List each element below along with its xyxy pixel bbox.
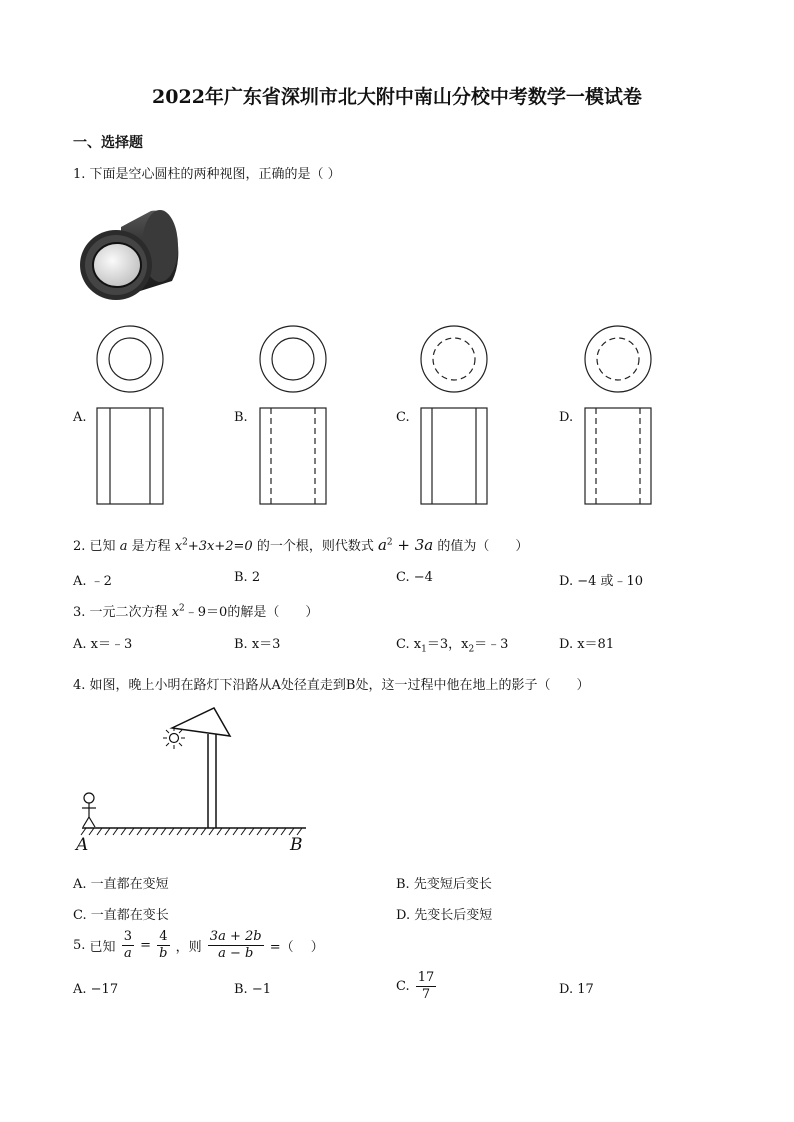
question-number: 1.	[73, 167, 86, 182]
q2-eq-rest: +3x+2=0	[187, 539, 253, 554]
q2-option-a[interactable]: A. ﹣2	[73, 574, 112, 589]
q2-option-d[interactable]: D. −4 或﹣10	[559, 574, 644, 589]
q2-var-a: a	[119, 539, 128, 554]
fraction-17-over-7	[416, 970, 437, 1003]
q2-text-end: 的值为（ ）	[437, 539, 529, 554]
fraction-denominator: 7	[421, 987, 431, 1002]
q2-expr-sup: 2	[386, 537, 393, 548]
question-5	[73, 929, 324, 962]
q2-text-mid: 的一个根，则代数式	[256, 539, 374, 554]
option-b-views	[257, 328, 329, 508]
q2-option-c[interactable]: C. −4	[396, 570, 433, 585]
section-heading: 一、选择题	[73, 135, 143, 151]
q5-text-mid: ，则	[175, 940, 202, 955]
fraction-denominator: a − b	[218, 946, 254, 961]
fraction-numerator: 3	[123, 929, 132, 944]
option-d-label[interactable]: D.	[559, 410, 574, 425]
q5-option-a[interactable]: A. −17	[73, 982, 119, 997]
q5-text-end: =（ ）	[269, 940, 324, 955]
fraction-numerator: 3a + 2b	[209, 929, 262, 944]
option-c-label[interactable]: C.	[396, 410, 410, 425]
q4-option-a[interactable]: A. 一直都在变短	[73, 877, 169, 892]
q3-eq-x: x	[171, 605, 180, 620]
q2-text-pre: 已知	[89, 539, 116, 554]
question-number: 2.	[73, 539, 86, 554]
q3-option-a[interactable]: A. x＝﹣3	[73, 637, 133, 652]
q2-text-is-root: 是方程	[131, 539, 171, 554]
point-a-label: A	[76, 835, 89, 855]
q3-optc-sub2: 2	[468, 644, 475, 655]
q5-text-pre: 已知	[89, 940, 116, 955]
question-3	[73, 601, 318, 620]
q3-option-d[interactable]: D. x＝81	[559, 637, 615, 652]
fraction-4-over-b	[157, 929, 169, 962]
option-a-label[interactable]: A.	[73, 410, 87, 425]
q2-eq-sup: 2	[182, 537, 188, 548]
question-2	[73, 535, 528, 554]
q5-optc-label: C.	[396, 979, 410, 994]
question-text: 如图，晚上小明在路灯下沿路从A处径直走到B处，这一过程中他在地上的影子（ ）	[89, 678, 590, 693]
q3-option-c[interactable]	[396, 633, 508, 655]
q3-optc-mid: ＝3，x	[426, 637, 469, 652]
q3-optc-sub1: 1	[421, 644, 427, 655]
q2-option-b[interactable]: B. 2	[234, 570, 261, 585]
q2-eq-x: x	[174, 539, 183, 554]
q2-expr-a: a	[377, 536, 387, 554]
question-number: 5.	[73, 938, 86, 953]
question-4	[73, 674, 590, 693]
q2-expr-rest: + 3a	[392, 536, 434, 554]
option-b-label[interactable]: B.	[234, 410, 248, 425]
q4-option-d[interactable]: D. 先变长后变短	[396, 908, 493, 923]
fraction-denominator: b	[159, 946, 168, 961]
q5-equals: =	[140, 938, 152, 953]
question-text: 下面是空心圆柱的两种视图，正确的是（ ）	[89, 167, 341, 182]
fraction-denominator: a	[123, 946, 132, 961]
question-1	[73, 163, 341, 182]
option-c-views	[418, 328, 490, 508]
q5-option-c[interactable]	[396, 970, 438, 1003]
q5-option-b[interactable]: B. −1	[234, 982, 271, 997]
fraction-expression	[208, 929, 264, 962]
hollow-cylinder-image	[78, 205, 188, 300]
q3-text-pre: 一元二次方程	[89, 605, 168, 620]
option-a-views	[94, 328, 166, 508]
q4-option-b[interactable]: B. 先变短后变长	[396, 877, 492, 892]
point-b-label: B	[290, 835, 303, 855]
q3-text-end: ﹣9＝0的解是（ ）	[184, 605, 319, 620]
page-title: 2022年广东省深圳市北大附中南山分校中考数学一模试卷	[152, 86, 642, 108]
q5-option-d[interactable]: D. 17	[559, 982, 594, 997]
fraction-3-over-a	[122, 929, 134, 962]
q3-eq-sup: 2	[179, 603, 185, 614]
fraction-numerator: 4	[157, 929, 169, 946]
question-number: 3.	[73, 605, 86, 620]
question-number: 4.	[73, 678, 86, 693]
q3-option-b[interactable]: B. x＝3	[234, 637, 281, 652]
q4-option-c[interactable]: C. 一直都在变长	[73, 908, 169, 923]
streetlight-diagram	[74, 700, 314, 860]
q3-optc-end: ＝﹣3	[474, 637, 509, 652]
option-d-views	[582, 328, 654, 508]
fraction-numerator: 17	[417, 970, 435, 985]
q3-optc-pre: C. x	[396, 637, 422, 652]
